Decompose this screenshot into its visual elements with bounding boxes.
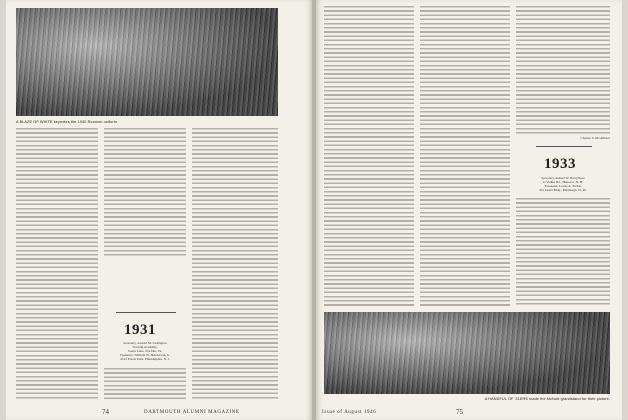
class-year-heading-1931: 1931 (124, 322, 156, 338)
class-1931-officers: Secretary, Arnold M. Ludington Norfolk Academy, Cedar Lane, Norfolk, Va. Treasurer, William W. Henderson, Jr. 4513 Forest Park, Philadelphia, N. J. (119, 341, 171, 361)
page-number-left: 74 (102, 408, 109, 416)
left-column-3 (192, 128, 278, 400)
class-divider (116, 312, 176, 313)
page-number-right: 75 (456, 408, 463, 416)
right-column-2 (420, 6, 510, 306)
magazine-spread (6, 0, 622, 420)
left-page (6, 0, 312, 420)
right-photo-caption: A HANDFUL OF '31ERS made the McNutt grandstand for their picture. (484, 397, 610, 401)
column-signature: Charles S. McAllister (580, 136, 610, 140)
left-photo-caption: A BLAZE OF WHITE keynotes the 1930 Reunion uniform. (16, 120, 119, 124)
class-group-photo (324, 312, 610, 394)
right-column-3-bottom (516, 198, 610, 306)
class-1933-officers: Secretary, Robert W. Barrymore to Vadler Rd., Hanover, N. H. Treasurer, Lewis A. Jordan 451 Grant Bldg., Pittsburgh 19, Pa. (539, 176, 587, 192)
left-running-footer: DARTMOUTH ALUMNI MAGAZINE (144, 410, 240, 415)
left-column-1 (16, 128, 98, 400)
right-page (316, 0, 622, 420)
left-column-2 (104, 128, 186, 256)
right-column-1 (324, 6, 414, 306)
class-year-heading-1933: 1933 (544, 156, 576, 172)
right-column-3 (516, 6, 610, 136)
class-divider-right (536, 146, 592, 147)
reunion-uniform-photo (16, 8, 278, 116)
left-column-2-bottom (104, 368, 186, 400)
right-running-footer: Issue of August 1946 (322, 410, 377, 415)
